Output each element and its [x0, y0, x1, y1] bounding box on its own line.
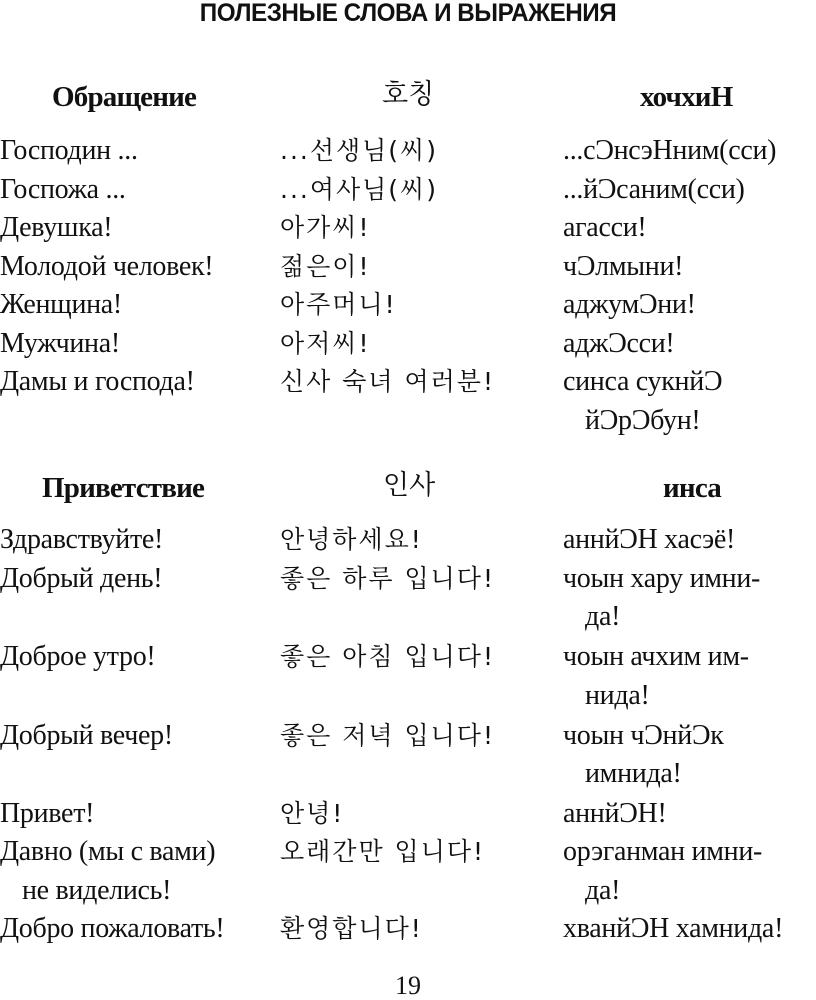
transcription: ...йƆсаним(сси)	[563, 173, 745, 205]
russian-phrase: Мужчина!	[0, 327, 120, 359]
transcription: аннйƆН!	[563, 797, 667, 829]
transcription-continuation: имнида!	[585, 758, 682, 789]
korean-phrase: 좋은 하루 입니다!	[280, 563, 495, 593]
section-header-ko: 인사	[383, 470, 436, 501]
transcription-continuation: да!	[585, 874, 621, 906]
transcription: аннйƆН хасэё!	[563, 524, 735, 555]
korean-phrase: 아저씨!	[280, 328, 371, 358]
transcription-line: чоын хару имни-	[563, 562, 761, 594]
russian-phrase: Девушка!	[0, 212, 113, 243]
russian-phrase: Добрый вечер!	[0, 719, 173, 751]
page-title: ПОЛЕЗНЫЕ СЛОВА И ВЫРАЖЕНИЯ	[199, 0, 617, 27]
russian-phrase: Привет!	[0, 797, 95, 829]
russian-line: Давно (мы с вами)	[0, 836, 216, 867]
korean-phrase: 젊은이!	[280, 251, 371, 281]
russian-phrase: Молодой человек!	[0, 250, 214, 282]
transcription-line: орэганман имни-	[563, 836, 763, 867]
russian-phrase: Господин ...	[0, 135, 138, 166]
korean-phrase: 아주머니!	[280, 290, 397, 319]
korean-phrase: ...여사님(씨)	[280, 174, 438, 204]
russian-phrase: Дамы и господа!	[0, 366, 195, 397]
transcription: агасси!	[563, 212, 647, 243]
section-header-ru: Приветствие	[42, 472, 205, 504]
korean-phrase: 안녕!	[280, 798, 345, 828]
section-header-tr: хочхиН	[640, 81, 733, 113]
transcription: чƆлмыни!	[563, 250, 684, 282]
transcription: ...cƆнсэНним(сси)	[563, 135, 777, 166]
transcription	[563, 833, 762, 910]
korean-phrase: 오래간만 입니다!	[280, 837, 486, 866]
korean-phrase: 안녕하세요!	[280, 525, 423, 554]
page-number: 19	[395, 971, 421, 1000]
russian-continuation: не виделись!	[22, 874, 172, 906]
russian-phrase: Добро пожаловать!	[0, 913, 225, 944]
russian-phrase: Здравствуйте!	[0, 524, 164, 555]
russian-phrase: Добрый день!	[0, 562, 163, 594]
section-header-ru: Обращение	[52, 81, 197, 113]
korean-phrase: 좋은 아침 입니다!	[280, 642, 495, 671]
korean-phrase: 좋은 저녁 입니다!	[280, 720, 495, 750]
transcription	[563, 560, 760, 637]
korean-phrase: 환영합니다!	[280, 914, 423, 943]
section-header-ko: 호칭	[382, 79, 435, 110]
russian-phrase: Доброе утро!	[0, 641, 156, 672]
korean-phrase: 아가씨!	[280, 213, 371, 242]
transcription	[563, 717, 724, 794]
transcription-line: синса сукнйƆ	[563, 366, 723, 397]
transcription: аджумƆни!	[563, 289, 696, 320]
transcription-line: чоын чƆнйƆк	[563, 719, 724, 751]
transcription: аджƆсси!	[563, 327, 675, 359]
korean-phrase: 신사 숙녀 여러분!	[280, 367, 495, 396]
russian-phrase: Госпожа ...	[0, 173, 126, 205]
transcription	[563, 363, 722, 440]
transcription-continuation: нида!	[585, 679, 650, 711]
transcription-continuation: да!	[585, 601, 621, 632]
transcription	[563, 638, 749, 715]
section-header-tr: инса	[663, 472, 721, 504]
transcription-line: чоын ачхим им-	[563, 641, 749, 672]
transcription: хванйƆН хамнида!	[563, 913, 784, 944]
transcription-continuation: йƆрƆбун!	[585, 404, 701, 436]
russian-phrase	[0, 833, 215, 910]
russian-phrase: Женщина!	[0, 289, 122, 320]
korean-phrase: ...선생님(씨)	[280, 136, 438, 165]
